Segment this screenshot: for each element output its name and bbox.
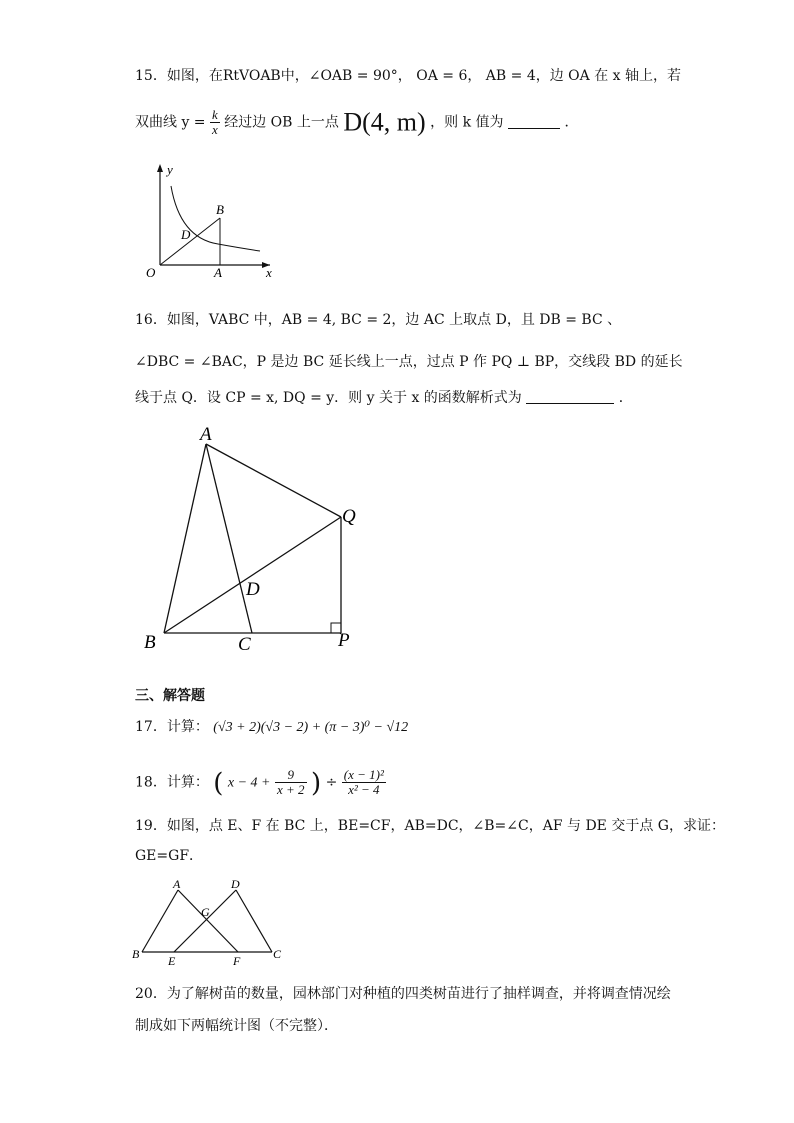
q19-line2: GE=GF． [135, 848, 204, 864]
q16-label-Q: Q [342, 506, 356, 527]
q16-line3-text: 线于点 Q．设 CP = x, DQ = y．则 y 关于 x 的函数解析式为 [135, 390, 522, 406]
section-heading: 三、解答题 [135, 688, 205, 704]
q18-f1-den: x + 2 [276, 782, 305, 797]
q18-fraction-1 [275, 768, 307, 797]
q15-line2-post: ，则 k 值为 [430, 114, 504, 131]
q16-figure [138, 420, 378, 660]
q15-label-A: A [214, 265, 222, 280]
q20-line2: 制成如下两幅统计图（不完整）． [135, 1018, 338, 1034]
q15-frac-num: k [212, 107, 218, 122]
q19-label-B: B [132, 947, 140, 961]
q15-line2-pre: 双曲线 y = [135, 114, 206, 131]
q18-line [135, 768, 386, 797]
q16-label-B: B [144, 632, 156, 653]
q19-label-E: E [168, 954, 176, 966]
q15-line2-mid: 经过边 OB 上一点 [224, 114, 339, 131]
q16-label-P: P [338, 630, 350, 651]
q16-answer-blank [526, 389, 614, 404]
q18-right-paren: ) [310, 768, 322, 799]
q18-fraction-2 [342, 768, 386, 797]
q17-line [135, 717, 408, 738]
q18-f2-den: x² − 4 [348, 782, 380, 797]
q15-label-D: D [181, 227, 191, 242]
q19-label-A: A [173, 877, 181, 891]
q15-point: D(4, m) [343, 107, 426, 137]
q18-f2-num: (x − 1)² [343, 767, 384, 782]
q15-label-x: x [266, 265, 272, 280]
q18-divide: ÷ [325, 774, 338, 791]
q16-label-D: D [246, 579, 260, 600]
q15-label-y: y [167, 162, 173, 177]
q19-label-D: D [231, 877, 240, 891]
q17-prefix: 17．计算： [135, 719, 209, 735]
q19-line1: 19．如图，点 E、F 在 BC 上，BE=CF，AB=DC，∠B=∠C，AF 与 DE 交于点 G，求证： [135, 818, 725, 834]
q16-line1: 16．如图，VABC 中，AB = 4, BC = 2，边 AC 上取点 D，且 DB = BC 、 [135, 312, 622, 328]
q19-label-F: F [233, 954, 241, 966]
q15-end: ． [564, 114, 579, 131]
q18-f1-num: 9 [275, 768, 307, 783]
q16-label-A: A [200, 424, 212, 445]
q18-left-paren: ( [213, 768, 224, 799]
q15-line1: 15．如图，在RtVOAB中，∠OAB = 90°， OA = 6， AB = 4，边 OA 在 x 轴上，若 [135, 68, 682, 84]
q19-label-C: C [273, 947, 282, 961]
q16-end: ． [618, 390, 633, 406]
q20-line1: 20．为了解树苗的数量，园林部门对种植的四类树苗进行了抽样调查，并将调查情况绘 [135, 986, 671, 1002]
q18-prefix: 18．计算： [135, 774, 209, 791]
q15-answer-blank [508, 114, 560, 129]
q16-line2: ∠DBC = ∠BAC，P 是边 BC 延长线上一点，过点 P 作 PQ ⊥ BP，交线段 BD 的延长 [135, 354, 683, 370]
q19-label-G: G [201, 905, 210, 919]
q19-figure [130, 876, 290, 966]
q18-part1: x − 4 + [227, 775, 271, 791]
q15-figure [140, 158, 280, 283]
q17-expression: (√3 + 2)(√3 − 2) + (π − 3)⁰ − √12 [213, 720, 409, 735]
q16-label-C: C [238, 634, 251, 655]
q15-fraction [210, 108, 220, 137]
q15-label-O: O [146, 265, 156, 280]
q15-label-B: B [216, 202, 224, 217]
q15-line2 [135, 108, 578, 137]
q16-line3 [135, 388, 633, 408]
q15-frac-den: x [212, 122, 218, 137]
